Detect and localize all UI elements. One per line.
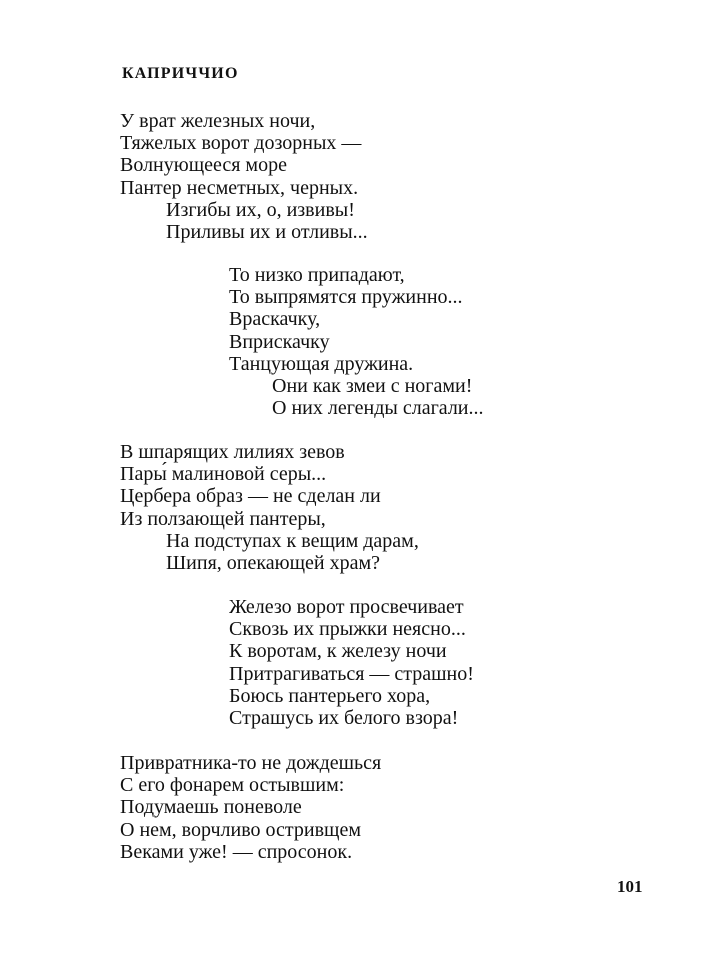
verse-line: Цербера образ — не сделан ли (120, 485, 381, 508)
verse-line: Танцующая дружина. (229, 352, 414, 375)
verse-line: Враскачку, (229, 308, 321, 331)
verse-line: Изгибы их, о, извивы! (166, 198, 355, 221)
page-number: 101 (617, 877, 643, 896)
stanza-3 (0, 441, 714, 574)
poem-title: КАПРИЧЧИО (122, 65, 239, 82)
verse-line: Страшусь их белого взора! (229, 707, 459, 730)
verse-line: О них легенды слагали... (272, 397, 484, 420)
verse-line: Веками уже! — спросонок. (120, 840, 353, 863)
verse-line: Они как змеи с ногами! (272, 375, 473, 398)
verse-line: Привратника-то не дождешься (120, 752, 382, 774)
verse-line: Шипя, опекающей храм? (166, 552, 380, 575)
verse-line: О нем, ворчливо остривщем (120, 818, 361, 841)
stanza-4 (0, 596, 714, 729)
stanza-1 (0, 110, 714, 243)
stanza-2 (0, 264, 714, 419)
verse-line: Пантер несметных, черных. (120, 176, 359, 199)
verse-line: С его фонарем остывшим: (120, 774, 345, 797)
verse-line: То низко припадают, (229, 264, 405, 286)
verse-line: Притрагиваться — страшно! (229, 662, 474, 685)
stanza-5 (0, 752, 714, 863)
verse-line: На подступах к вещим дарам, (166, 529, 419, 552)
verse-line: Тяжелых ворот дозорных — (120, 132, 362, 155)
verse-line: То выпрямятся пружинно... (229, 286, 463, 309)
verse-line: Приливы их и отливы... (166, 221, 368, 244)
verse-line: Из ползающей пантеры, (120, 507, 326, 530)
verse-line: Боюсь пантерьего хора, (229, 684, 431, 707)
verse-line: Волнующееся море (120, 154, 287, 177)
verse-line: Железо ворот просвечивает (229, 596, 464, 618)
verse-line: Сквозь их прыжки неясно... (229, 618, 466, 641)
verse-line: Пары́ малиновой серы... (120, 463, 327, 486)
verse-line: Подумаешь поневоле (120, 796, 302, 819)
verse-line: У врат железных ночи, (120, 110, 316, 132)
verse-line: Вприскачку (229, 330, 330, 353)
verse-line: В шпарящих лилиях зевов (120, 441, 345, 463)
verse-line: К воротам, к железу ночи (229, 640, 447, 663)
